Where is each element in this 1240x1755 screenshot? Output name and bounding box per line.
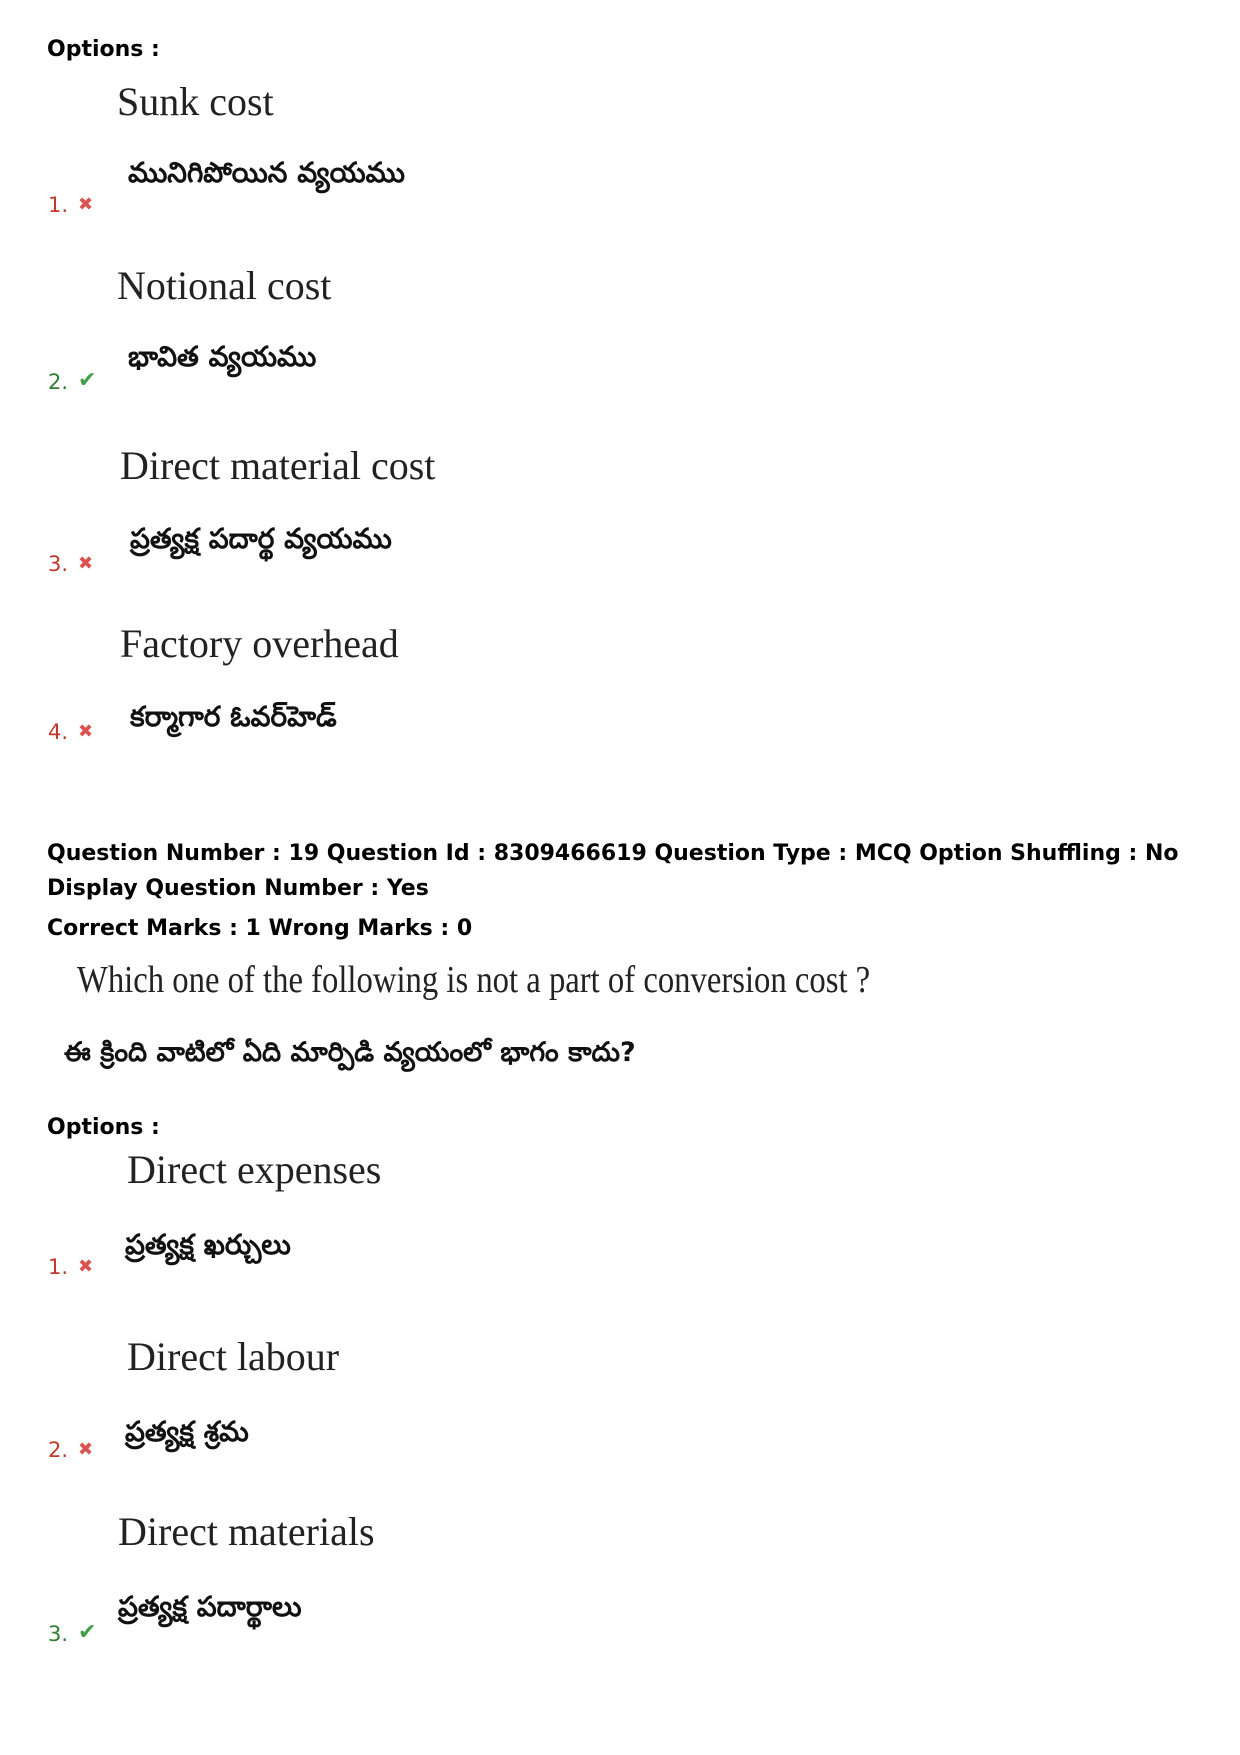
cross-icon: ✖ <box>78 721 94 742</box>
option-number-text: 2. <box>48 1438 69 1462</box>
question-meta-line: Question Number : 19 Question Id : 8309466619 Question Type : MCQ Option Shuffling : No <box>47 841 1179 866</box>
option-2-telugu: భావిత వ్యయము <box>128 340 317 373</box>
option-3-number <box>48 552 93 576</box>
question-text-telugu: ఈ క్రింది వాటిలో ఏది మార్పిడి వ్యయంలో భాగం కాదు? <box>64 1037 636 1068</box>
option-3-number <box>48 1620 96 1646</box>
option-number-text: 3. <box>48 552 69 576</box>
option-2-number <box>48 368 96 394</box>
option-2-english: Notional cost <box>117 263 332 308</box>
cross-icon: ✖ <box>78 194 94 215</box>
option-1-number <box>48 1255 93 1279</box>
option-4-english: Factory overhead <box>120 621 399 666</box>
option-3-english: Direct material cost <box>120 443 436 488</box>
option-2-number <box>48 1438 93 1462</box>
option-number-text: 2. <box>48 370 69 394</box>
cross-icon: ✖ <box>78 1439 94 1460</box>
option-3-telugu: ప్రత్యక్ష పదార్థ వ్యయము <box>130 522 392 555</box>
question-text-english: Which one of the following is not a part of conversion cost ? <box>77 959 871 1001</box>
marks-line: Correct Marks : 1 Wrong Marks : 0 <box>47 916 473 941</box>
option-number-text: 3. <box>48 1622 69 1646</box>
option-4-number <box>48 720 93 744</box>
option-2-telugu: ప్రత్యక్ష శ్రమ <box>125 1415 249 1448</box>
option-2-english: Direct labour <box>127 1334 340 1379</box>
option-number-text: 1. <box>48 1255 69 1279</box>
option-1-english: Sunk cost <box>117 79 274 124</box>
options-label: Options : <box>47 1115 160 1140</box>
options-label: Options : <box>47 37 160 62</box>
option-number-text: 1. <box>48 193 69 217</box>
option-1-english: Direct expenses <box>127 1147 382 1192</box>
check-icon: ✔ <box>78 1620 97 1645</box>
option-3-telugu: ప్రత్యక్ష పదార్థాలు <box>118 1590 302 1623</box>
option-1-telugu: మునిగిపోయిన వ్యయము <box>128 156 405 189</box>
check-icon: ✔ <box>78 368 97 393</box>
option-3-english: Direct materials <box>118 1509 375 1554</box>
option-1-telugu: ప్రత్యక్ష ఖర్చులు <box>125 1228 291 1261</box>
option-4-telugu: కర్మాగార ఓవర్‌హెడ్ <box>130 700 337 733</box>
display-question-number: Display Question Number : Yes <box>47 876 429 901</box>
cross-icon: ✖ <box>78 553 94 574</box>
option-number-text: 4. <box>48 720 69 744</box>
option-1-number <box>48 193 93 217</box>
cross-icon: ✖ <box>78 1256 94 1277</box>
